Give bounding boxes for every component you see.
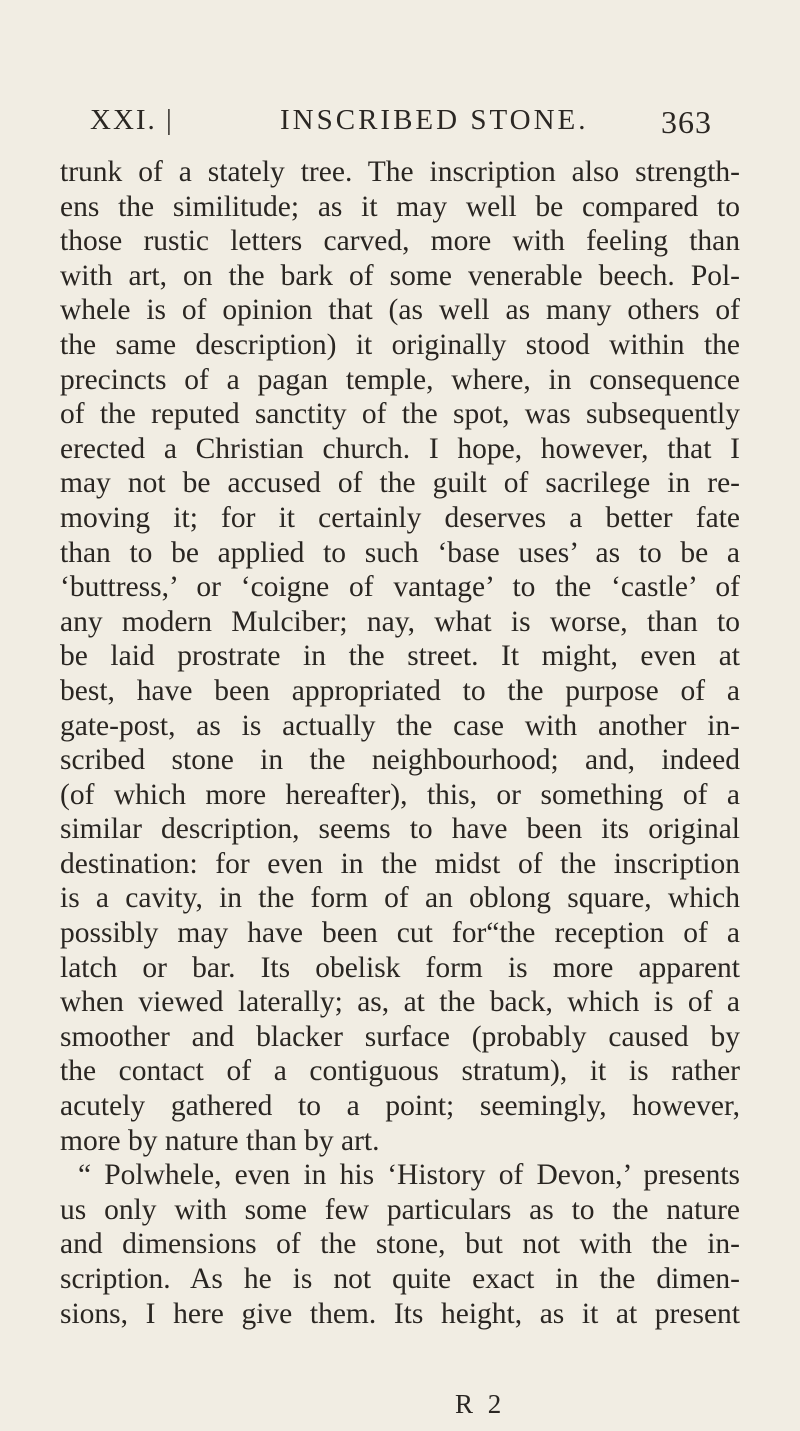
text-line: smoother and blacker surface (probably caused by <box>60 1020 740 1053</box>
signature-mark: R 2 <box>455 1389 506 1419</box>
text-line: and dimensions of the stone, but not with the in- <box>60 1228 740 1261</box>
text-line: (of which more hereafter), this, or something of a <box>60 778 740 811</box>
text-line: ens the similitude; as it may well be compared to <box>60 190 740 223</box>
page-number: 363 <box>661 104 712 140</box>
text-line: whele is of opinion that (as well as many others of <box>60 294 740 327</box>
text-line: with art, on the bark of some venerable beech. Pol- <box>60 259 740 292</box>
chapter-number: XXI. | <box>90 104 174 136</box>
text-line: possibly may have been cut for“the reception of a <box>60 917 740 950</box>
text-line: than to be applied to such ‘base uses’ as to be a <box>60 536 740 569</box>
text-line: is a cavity, in the form of an oblong square, which <box>60 882 740 915</box>
text-line: destination: for even in the midst of the inscription <box>60 847 740 880</box>
text-line: the same description) it originally stood within the <box>60 328 740 361</box>
text-line: trunk of a stately tree. The inscription also strength- <box>60 156 740 188</box>
paragraph-start-line: “ Polwhele, even in his ‘History of Devon,’ presents <box>78 1159 740 1192</box>
text-line: best, have been appropriated to the purpose of a <box>60 674 740 707</box>
running-title: INSCRIBED STONE. <box>280 104 589 136</box>
text-line: scription. As he is not quite exact in the dimen- <box>60 1263 740 1295</box>
text-line: sions, I here give them. Its height, as it at present <box>60 1297 740 1330</box>
text-line: any modern Mulciber; nay, what is worse, than to <box>60 605 740 638</box>
text-line: acutely gathered to a point; seemingly, however, <box>60 1090 740 1123</box>
text-line: the contact of a contiguous stratum), it is rather <box>60 1055 740 1088</box>
text-line: similar description, seems to have been its original <box>60 813 740 846</box>
text-line: us only with some few particulars as to the nature <box>60 1193 740 1226</box>
text-line: when viewed laterally; as, at the back, which is of a <box>60 986 740 1019</box>
text-line: precincts of a pagan temple, where, in consequence <box>60 363 740 396</box>
text-line: latch or bar. Its obelisk form is more apparent <box>60 951 740 984</box>
text-line: ‘buttress,’ or ‘coigne of vantage’ to the ‘castle’ of <box>60 571 740 604</box>
text-line: erected a Christian church. I hope, however, that I <box>60 432 740 465</box>
text-line: moving it; for it certainly deserves a better fate <box>60 501 740 534</box>
text-line: those rustic letters carved, more with feeling than <box>60 225 740 258</box>
text-line: may not be accused of the guilt of sacrilege in re- <box>60 467 740 500</box>
text-line: be laid prostrate in the street. It might, even at <box>60 640 740 673</box>
body-text <box>60 155 740 1331</box>
text-line: gate-post, as is actually the case with another in- <box>60 709 740 742</box>
text-line: scribed stone in the neighbourhood; and, indeed <box>60 744 740 777</box>
paragraph-end-line: more by nature than by art. <box>60 1124 380 1157</box>
running-head <box>90 104 712 144</box>
text-line: of the reputed sanctity of the spot, was subsequently <box>60 398 740 431</box>
